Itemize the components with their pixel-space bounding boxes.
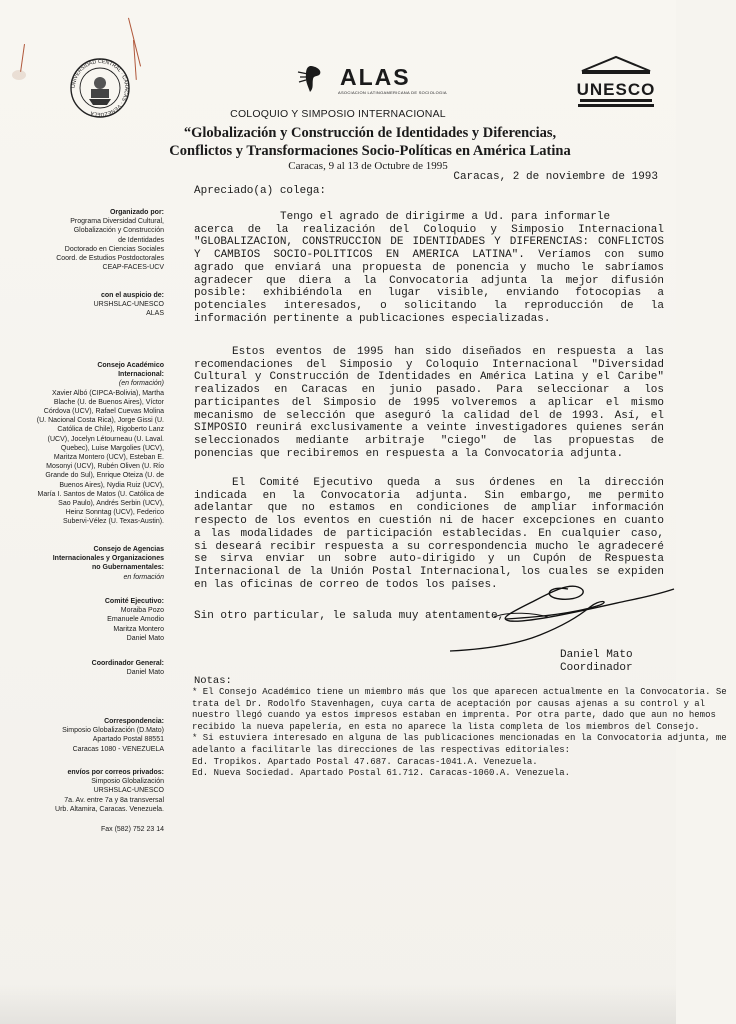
auspicio-line: URSHSLAC-UNESCO	[93, 301, 164, 309]
envios-line: Simposio Globalización	[91, 778, 164, 786]
paragraph-line: potenciales interesados, o solicitando la reproducción de la	[194, 299, 664, 312]
organizado-line: CEAP-FACES-UCV	[102, 264, 164, 272]
paragraph-line: participantes del Simposio de 1995 volveremos a aplicar el mismo	[194, 396, 664, 409]
paragraph-line: Internacional de la Unión Postal Internacional, los cuales se expiden	[194, 565, 664, 578]
alas-subtitle: ASOCIACION LATINOAMERICANA DE SOCIOLOGIA	[338, 90, 447, 95]
notes-block	[192, 687, 727, 780]
consejo-member-line: Grande do Sul), Enrique Oteiza (U. de	[45, 472, 164, 480]
paragraph-line: respecto de los eventos en cuestión ni de hacer excepciones en cuanto	[194, 515, 664, 528]
paragraph-line: posible: exhibiéndola en lugar visible, enviando fotocopias a	[194, 287, 664, 300]
ejecutivo-member: Emanuele Amodio	[107, 616, 164, 624]
paragraph-line: información pertinente a publicaciones especializadas.	[194, 312, 551, 325]
signer-name: Daniel Mato	[560, 649, 633, 661]
organizado-line: Globalización y Construcción	[73, 227, 164, 235]
ink-scratch	[20, 44, 25, 72]
agencias-heading: no Gubernamentales:	[92, 564, 164, 572]
coordinador-name: Daniel Mato	[126, 669, 164, 677]
paragraph-line: Cultural y Construcción de Identidades en América Latina y el Caribe"	[194, 371, 664, 384]
note-line: * Si estuviera interesado en alguna de las publicaciones mencionadas en la Convocatoria adjunta, me	[192, 733, 727, 744]
paragraph-line: realizados en Caracas en junio pasado. Para seleccionar a los	[194, 384, 664, 397]
consejo-member-line: (UCV), Jocelyn Létourneau (U. Laval.	[47, 435, 164, 443]
consejo-member-line: Mosonyi (UCV), Rubén Oliven (U. Río	[46, 463, 164, 471]
note-line: Ed. Tropikos. Apartado Postal 47.687. Caracas-1041.A. Venezuela.	[192, 756, 538, 767]
envios-line: URSHSLAC-UNESCO	[93, 787, 164, 795]
ejecutivo-member: Moraiba Pozo	[120, 607, 164, 615]
paragraph-line: seleccionados mediante arbitraje "ciego" de las propuestas de	[194, 434, 664, 447]
paragraph-line: mecanismo de selección que aseguró la calidad del de 1993. Así, el	[194, 409, 664, 422]
note-line: recibido la nueva papelería, en esta no aparece la lista completa de los miembros del Consejo.	[192, 721, 700, 732]
paragraph-line: El Comité Ejecutivo queda a sus órdenes en la dirección	[232, 477, 664, 489]
alas-logo	[296, 64, 446, 98]
signer-role: Coordinador	[560, 662, 633, 674]
ejecutivo-heading: Comité Ejecutivo:	[104, 598, 164, 605]
envios-line: Urb. Altamira, Caracas. Venezuela.	[55, 805, 164, 813]
paragraph-line: a las modalidades de participación establecidas. En cualquier caso,	[194, 527, 664, 540]
consejo-member-line: Maritza Montero (UCV), Esteban E.	[53, 454, 164, 462]
svg-text:UNIVERSIDAD CENTRAL · CARACAS: UNIVERSIDAD CENTRAL · CARACAS · VENEZUELA	[70, 58, 130, 118]
letter-paragraph-3	[194, 477, 664, 591]
organizado-line: Programa Diversidad Cultural,	[70, 218, 164, 226]
fax-number: Fax (582) 752 23 14	[100, 826, 164, 833]
paragraph-line: indicada en la Convocatoria adjunta. Sin embargo, me permito	[194, 489, 664, 502]
event-dates: Caracas, 9 al 13 de Octubre de 1995	[288, 160, 448, 172]
paragraph-line: SIMPOSIO reunirá exclusivamente a veinte investigadores quienes serán	[194, 422, 664, 435]
envios-heading: envíos por correos privados:	[67, 769, 164, 776]
agencias-block	[22, 545, 164, 582]
ejecutivo-member: Daniel Mato	[126, 634, 164, 642]
correspondencia-line: Caracas 1080 - VENEZUELA	[72, 745, 164, 753]
letter-greeting: Apreciado(a) colega:	[194, 185, 327, 197]
consejo-member-line: Xavier Albó (CIPCA-Bolivia), Martha	[51, 389, 164, 397]
event-title-line: “Globalización y Construcción de Identidades y Diferencias,	[183, 125, 557, 141]
organizado-line: de Identidades	[118, 236, 164, 244]
paragraph-line: agradecer que diera a la Convocatoria adjunta la mejor difusión	[194, 274, 664, 287]
correspondencia-heading: Correspondencia:	[104, 718, 164, 725]
consejo-member-line: María I. Santos de Matos (U. Católica de	[37, 490, 164, 498]
consejo-member-line: Córdova (UCV), Rafael Cuevas Molina	[43, 408, 164, 416]
event-title-line: Conflictos y Transformaciones Socio-Políticas en América Latina	[169, 143, 571, 159]
consejo-member-line: Católica de Chile), Rigoberto Lanz	[57, 426, 164, 434]
consejo-heading: Consejo Académico	[97, 362, 164, 369]
correspondencia-block	[22, 717, 164, 754]
consejo-member-line: Blache (U. de Buenos Aires), Víctor	[53, 398, 164, 406]
paragraph-line: en las oficinas de correo de todos los países.	[194, 578, 498, 591]
consejo-member-line: Heinz Sonntag (UCV), Federico	[65, 509, 164, 517]
note-line: * El Consejo Académico tiene un miembro más que los que aparecen actualmente en la Convocatoria. Se	[192, 687, 727, 697]
organizado-line: Coord. de Estudios Postdoctorales	[56, 255, 164, 263]
consejo-member-line: Subervi-Vélez (U. Texas-Austin).	[62, 518, 164, 526]
agencias-heading: Internacionales y Organizaciones	[52, 555, 164, 563]
paragraph-line: Estos eventos de 1995 han sido diseñados en respuesta a las	[232, 346, 664, 358]
ejecutivo-block	[22, 597, 164, 643]
envios-line: 7a. Av. entre 7a y 8a transversal	[64, 796, 164, 804]
correspondencia-line: Simposio Globalización (D.Mato)	[62, 727, 164, 735]
paragraph-line: agrado que enviará una propuesta de ponencia y mucho le sabríamos	[194, 261, 664, 274]
auspicio-line: ALAS	[146, 310, 164, 318]
auspicio-block	[22, 291, 164, 319]
note-line: nuestro llegó cuando ya estos impresos estaban en imprenta. Por otra parte, dado que aun no hemos	[192, 710, 716, 721]
paragraph-line: Tengo el agrado de dirigirme a Ud. para informarle	[280, 211, 611, 223]
consejo-member-line: Buenos Aires), Nydia Ruiz (UCV),	[59, 481, 164, 489]
consejo-member-line: Sao Paulo), Andrés Serbin (UCV),	[58, 500, 164, 508]
auspicio-heading: con el auspicio de:	[100, 292, 164, 299]
consejo-block	[22, 361, 164, 527]
agencias-heading: Consejo de Agencias	[93, 546, 164, 553]
paragraph-line: Y CAMBIOS SOCIO-POLITICOS EN AMERICA LATINA". Veríamos con sumo	[194, 249, 664, 262]
organizado-block	[22, 208, 164, 272]
letter-paragraph-1	[194, 211, 664, 325]
paper-edge-shadow	[0, 984, 676, 1024]
event-heading: COLOQUIO Y SIMPOSIO INTERNACIONAL	[230, 108, 446, 120]
agencias-note: en formación	[123, 573, 164, 581]
letter-paragraph-2	[194, 346, 664, 460]
note-line: Ed. Nueva Sociedad. Apartado Postal 61.712. Caracas-1060.A. Venezuela.	[192, 768, 571, 779]
paragraph-line: ponencias que recibiremos en respuesta a la Convocatoria adjunta.	[194, 447, 624, 460]
letter-closing: Sin otro particular, le saluda muy atentamente,	[194, 610, 505, 622]
alas-name: ALAS	[340, 64, 411, 90]
coordinador-heading: Coordinador General:	[91, 660, 164, 667]
paragraph-line: recomendaciones del Simposio y Coloquio Internacional "Diversidad	[194, 358, 664, 371]
consejo-member-line: (U. Nacional Costa Rica), Jorge Gissi (U.	[36, 417, 164, 425]
notes-heading: Notas:	[194, 675, 232, 687]
consejo-member-line: Quebec), Luise Margolies (UCV),	[60, 444, 164, 452]
handwritten-signature	[450, 583, 676, 653]
organizado-line: Doctorado en Ciencias Sociales	[64, 245, 164, 253]
note-line: adelanto a facilitarle las direcciones de las respectivas editoriales:	[192, 744, 571, 755]
letter-date: Caracas, 2 de noviembre de 1993	[453, 171, 658, 183]
organizado-heading: Organizado por:	[109, 209, 164, 216]
consejo-heading: Internacional:	[118, 371, 164, 379]
coordinador-block	[22, 659, 164, 677]
signer-block	[560, 649, 633, 675]
paragraph-line: "GLOBALIZACION, CONSTRUCCION DE IDENTIDADES Y DIFERENCIAS: CONFLICTOS	[194, 236, 664, 249]
paragraph-line: se sirva enviar un sobre auto-dirigido y un Cupón de Respuesta	[194, 553, 664, 566]
paragraph-line: si deseará recibir respuesta a su correspondencia mucho le agradeceré	[194, 540, 664, 553]
correspondencia-line: Apartado Postal 88551	[92, 736, 164, 744]
envios-block	[22, 768, 164, 814]
event-title	[120, 124, 620, 160]
consejo-note: (en formación)	[118, 380, 164, 388]
paragraph-line: acerca de la realización del Coloquio y Simposio Internacional	[194, 223, 664, 236]
paragraph-line: adelantar que no estamos en condiciones de ampliar información	[194, 502, 664, 515]
ejecutivo-member: Maritza Montero	[113, 625, 164, 633]
svg-text:UNESCO: UNESCO	[576, 80, 656, 99]
note-line: trata del Dr. Rodolfo Stavenhagen, cuya carta de aceptación por causas ajenas a su control y al	[192, 698, 706, 709]
unesco-logo	[576, 55, 656, 111]
